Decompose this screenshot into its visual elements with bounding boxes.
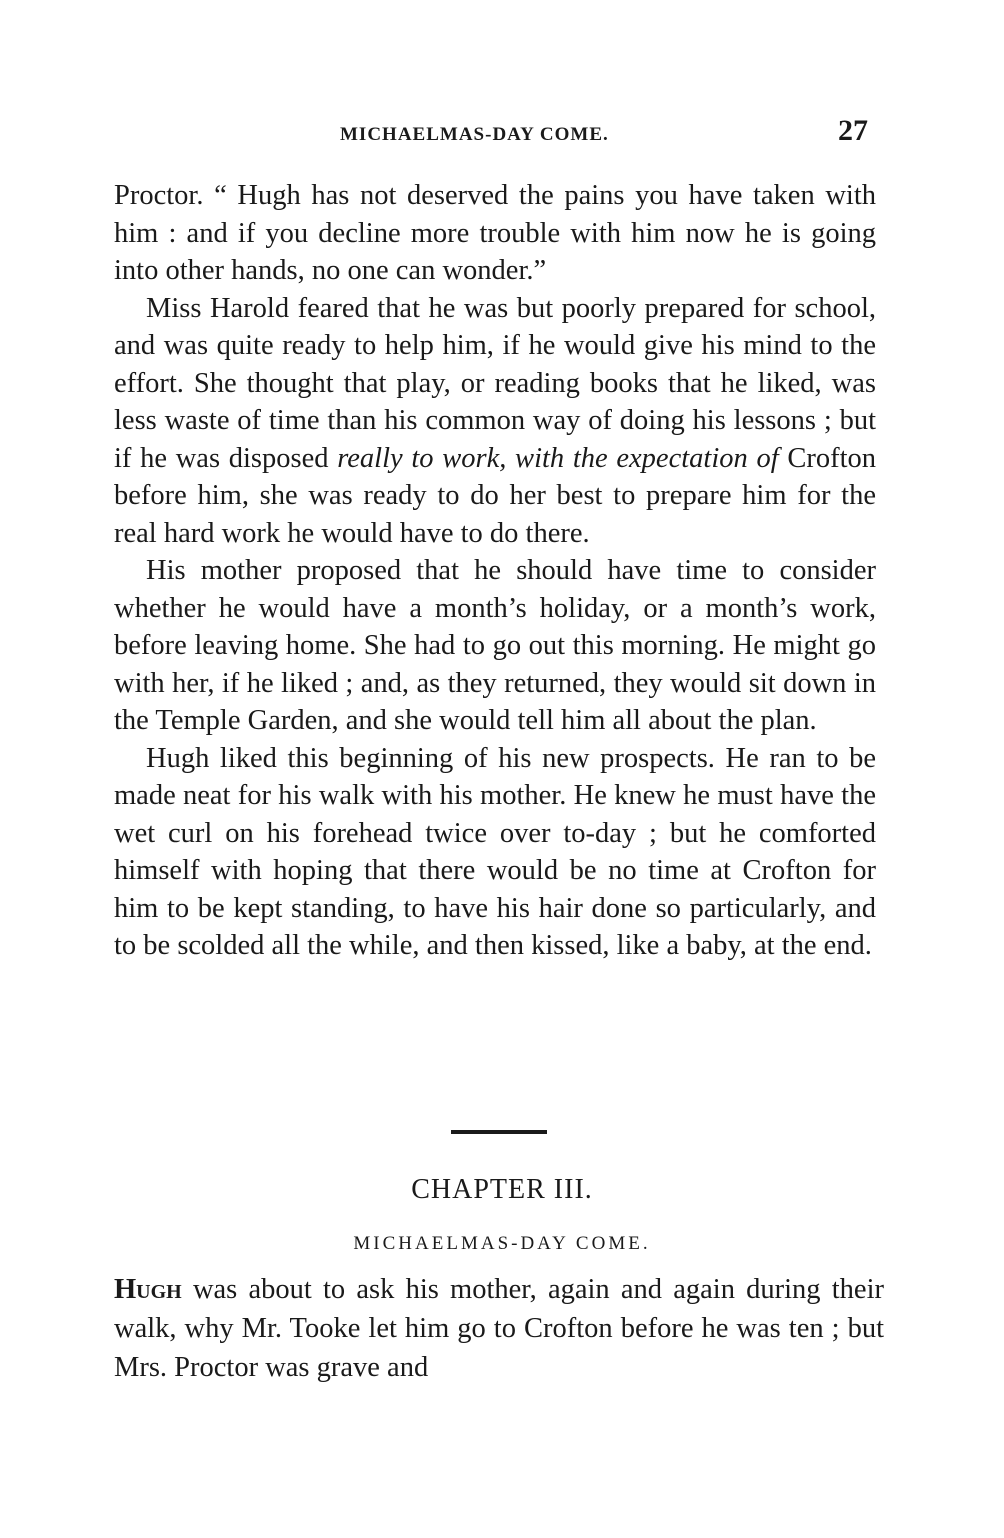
paragraph-1-text: Proctor. “ Hugh has not deserved the pains you have taken with him : and if you decline more trouble with him now he is going into other hands, no one can wonder.” [114,180,876,286]
paragraph-1 [114,177,876,290]
page-number: 27 [838,114,868,147]
paragraph-2-text-end: Crofton before him, she was ready to do her best to prepare him for the real hard work he would have to do there. [114,442,876,549]
chapter-paragraph-1 [114,1270,884,1387]
paragraph-3-text: His mother proposed that he should have time to consider whether he would have a month’s holiday, or a month’s work, before leaving home. She had to go out this morning. He might go with her, if he liked ; and, as they returned, they would sit down in the Temple Garden, and she would tell him all about the plan. [114,555,876,736]
section-divider [451,1130,547,1134]
chapter-opening [114,1270,884,1387]
paragraph-2 [114,290,876,553]
running-head: MICHAELMAS-DAY COME. [340,124,609,145]
paragraph-4-text: Hugh liked this beginning of his new prospects. He ran to be made neat for his walk with his mother. He knew he must have the wet curl on his forehead twice over to-day ; but he comforted himself with hoping that there would be no time at Crofton for him to be kept standing, to have his hair done so particularly, and to be scolded all the while, and then kissed, like a baby, at the end. [114,742,876,961]
opening-word: Hugh [114,1274,182,1305]
chapter-title: CHAPTER III. [411,1174,593,1205]
chapter-paragraph-1-text: was about to ask his mother, again and again during their walk, why Mr. Tooke let him go to Crofton before he was ten ; but Mrs. Proctor was grave and [114,1274,884,1383]
paragraph-2-italic: really to work, with the expectation of [337,442,779,474]
paragraph-4 [114,740,876,965]
body-text [114,177,876,965]
chapter-subtitle: MICHAELMAS-DAY COME. [353,1233,651,1254]
paragraph-3 [114,552,876,740]
paragraph-2-text: Miss Harold feared that he was but poorly prepared for school, and was quite ready to help him, if he would give his mind to the effort. She thought that play, or reading books that he liked, was less waste of time than his common way of doing his lessons ; but if he was disposed [114,292,876,474]
